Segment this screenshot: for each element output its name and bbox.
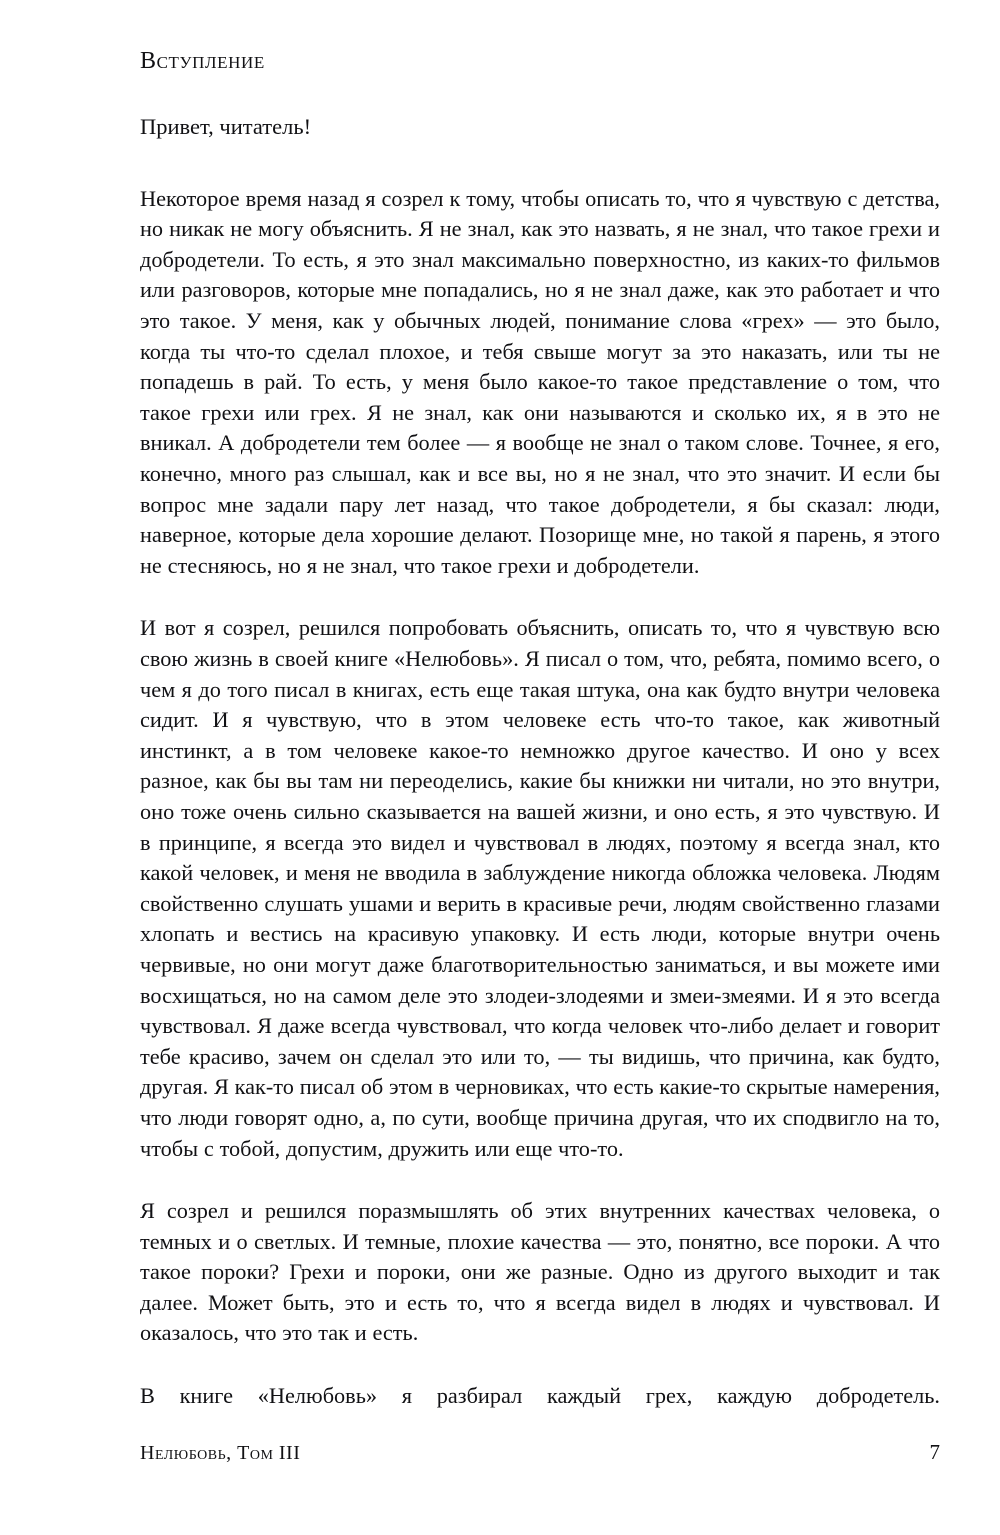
paragraph-4: В книге «Нелюбовь» я разбирал каждый грех, каждую добродетель. <box>140 1383 940 1409</box>
footer-book-title: Нелюбовь, Том III <box>140 1442 301 1464</box>
footer-page-number: 7 <box>929 1440 940 1464</box>
paragraph-3: Я созрел и решился поразмышлять об этих внутренних качествах человека, о темных и о светлых. И темные, плохие качества — это, понятно, все пороки. А что такое пороки? Грехи и пороки, они же разные. Одно из другого выходит и так далее. Может быть, это и есть то, что я всегда видел в людях и чувствовал. И оказалось, что это так и есть. <box>140 1198 940 1346</box>
greeting-line: Привет, читатель! <box>140 114 312 139</box>
page-title: Вступление <box>140 48 265 74</box>
paragraph-1: Некоторое время назад я созрел к тому, чтобы описать то, что я чувствую с детства, но никак не могу объяснить. Я не знал, как это назвать, я не знал, что такое грехи и добродетели. То есть, я это знал максимально поверхностно, из каких-то фильмов или разговоров, которые мне попадались, но я не знал даже, как это работает и что это такое. У меня, как у обычных людей, понимание слова «грех» — это было, когда ты что-то сделал плохое, и тебя свыше могут за это наказать, или ты не попадешь в рай. То есть, у меня было какое-то такое представление о том, что такое грехи или грех. Я не знал, как они называются и сколько их, я в это не вникал. А добродетели тем более — я вообще не знал о таком слове. Точнее, я его, конечно, много раз слышал, как и все вы, но я не знал, что это значит. И если бы вопрос мне задали пару лет назад, что такое добродетели, я бы сказал: люди, наверное, которые дела хорошие делают. Позорище мне, но такой я парень, я этого не стесняюсь, но я не знал, что такое грехи и добродетели. <box>140 185 940 578</box>
page-footer <box>140 1440 940 1465</box>
page-content <box>140 46 940 1442</box>
paragraph-2: И вот я созрел, решился попробовать объяснить, описать то, что я чувствую всю свою жизнь в своей книге «Нелюбовь». Я писал о том, что, ребята, помимо всего, о чем я до того писал в книгах, есть еще такая штука, она как будто внутри человека сидит. И я чувствую, что в этом человеке есть что-то такое, как животный инстинкт, а в том человеке какое-то немножко другое качество. И оно у всех разное, как бы вы там ни переоделись, какие бы книжки ни читали, но это внутри, оно тоже очень сильно сказывается на вашей жизни, и оно есть, я это чувствую. И в принципе, я всегда это видел и чувствовал в людях, поэтому я всегда знал, кто какой человек, и меня не вводила в заблуждение никогда обложка человека. Людям свойственно слушать ушами и верить в красивые речи, людям свойственно глазами хлопать и вестись на красивую упаковку. И есть люди, которые внутри очень червивые, но они могут даже благотворительностью заниматься, и вы можете ими восхищаться, но на самом деле это злодеи-злодеями и змеи-змеями. И я это всегда чувствовал. Я даже всегда чувствовал, что когда человек что-либо делает и говорит тебе красиво, зачем он сделал это или то, — ты видишь, что причина, как будто, другая. Я как-то писал об этом в черновиках, что есть какие-то скрытые намерения, что люди говорят одно, а, по сути, вообще причина другая, что их сподвигло на то, чтобы с тобой, допустим, дружить или еще что-то. <box>140 615 940 1161</box>
